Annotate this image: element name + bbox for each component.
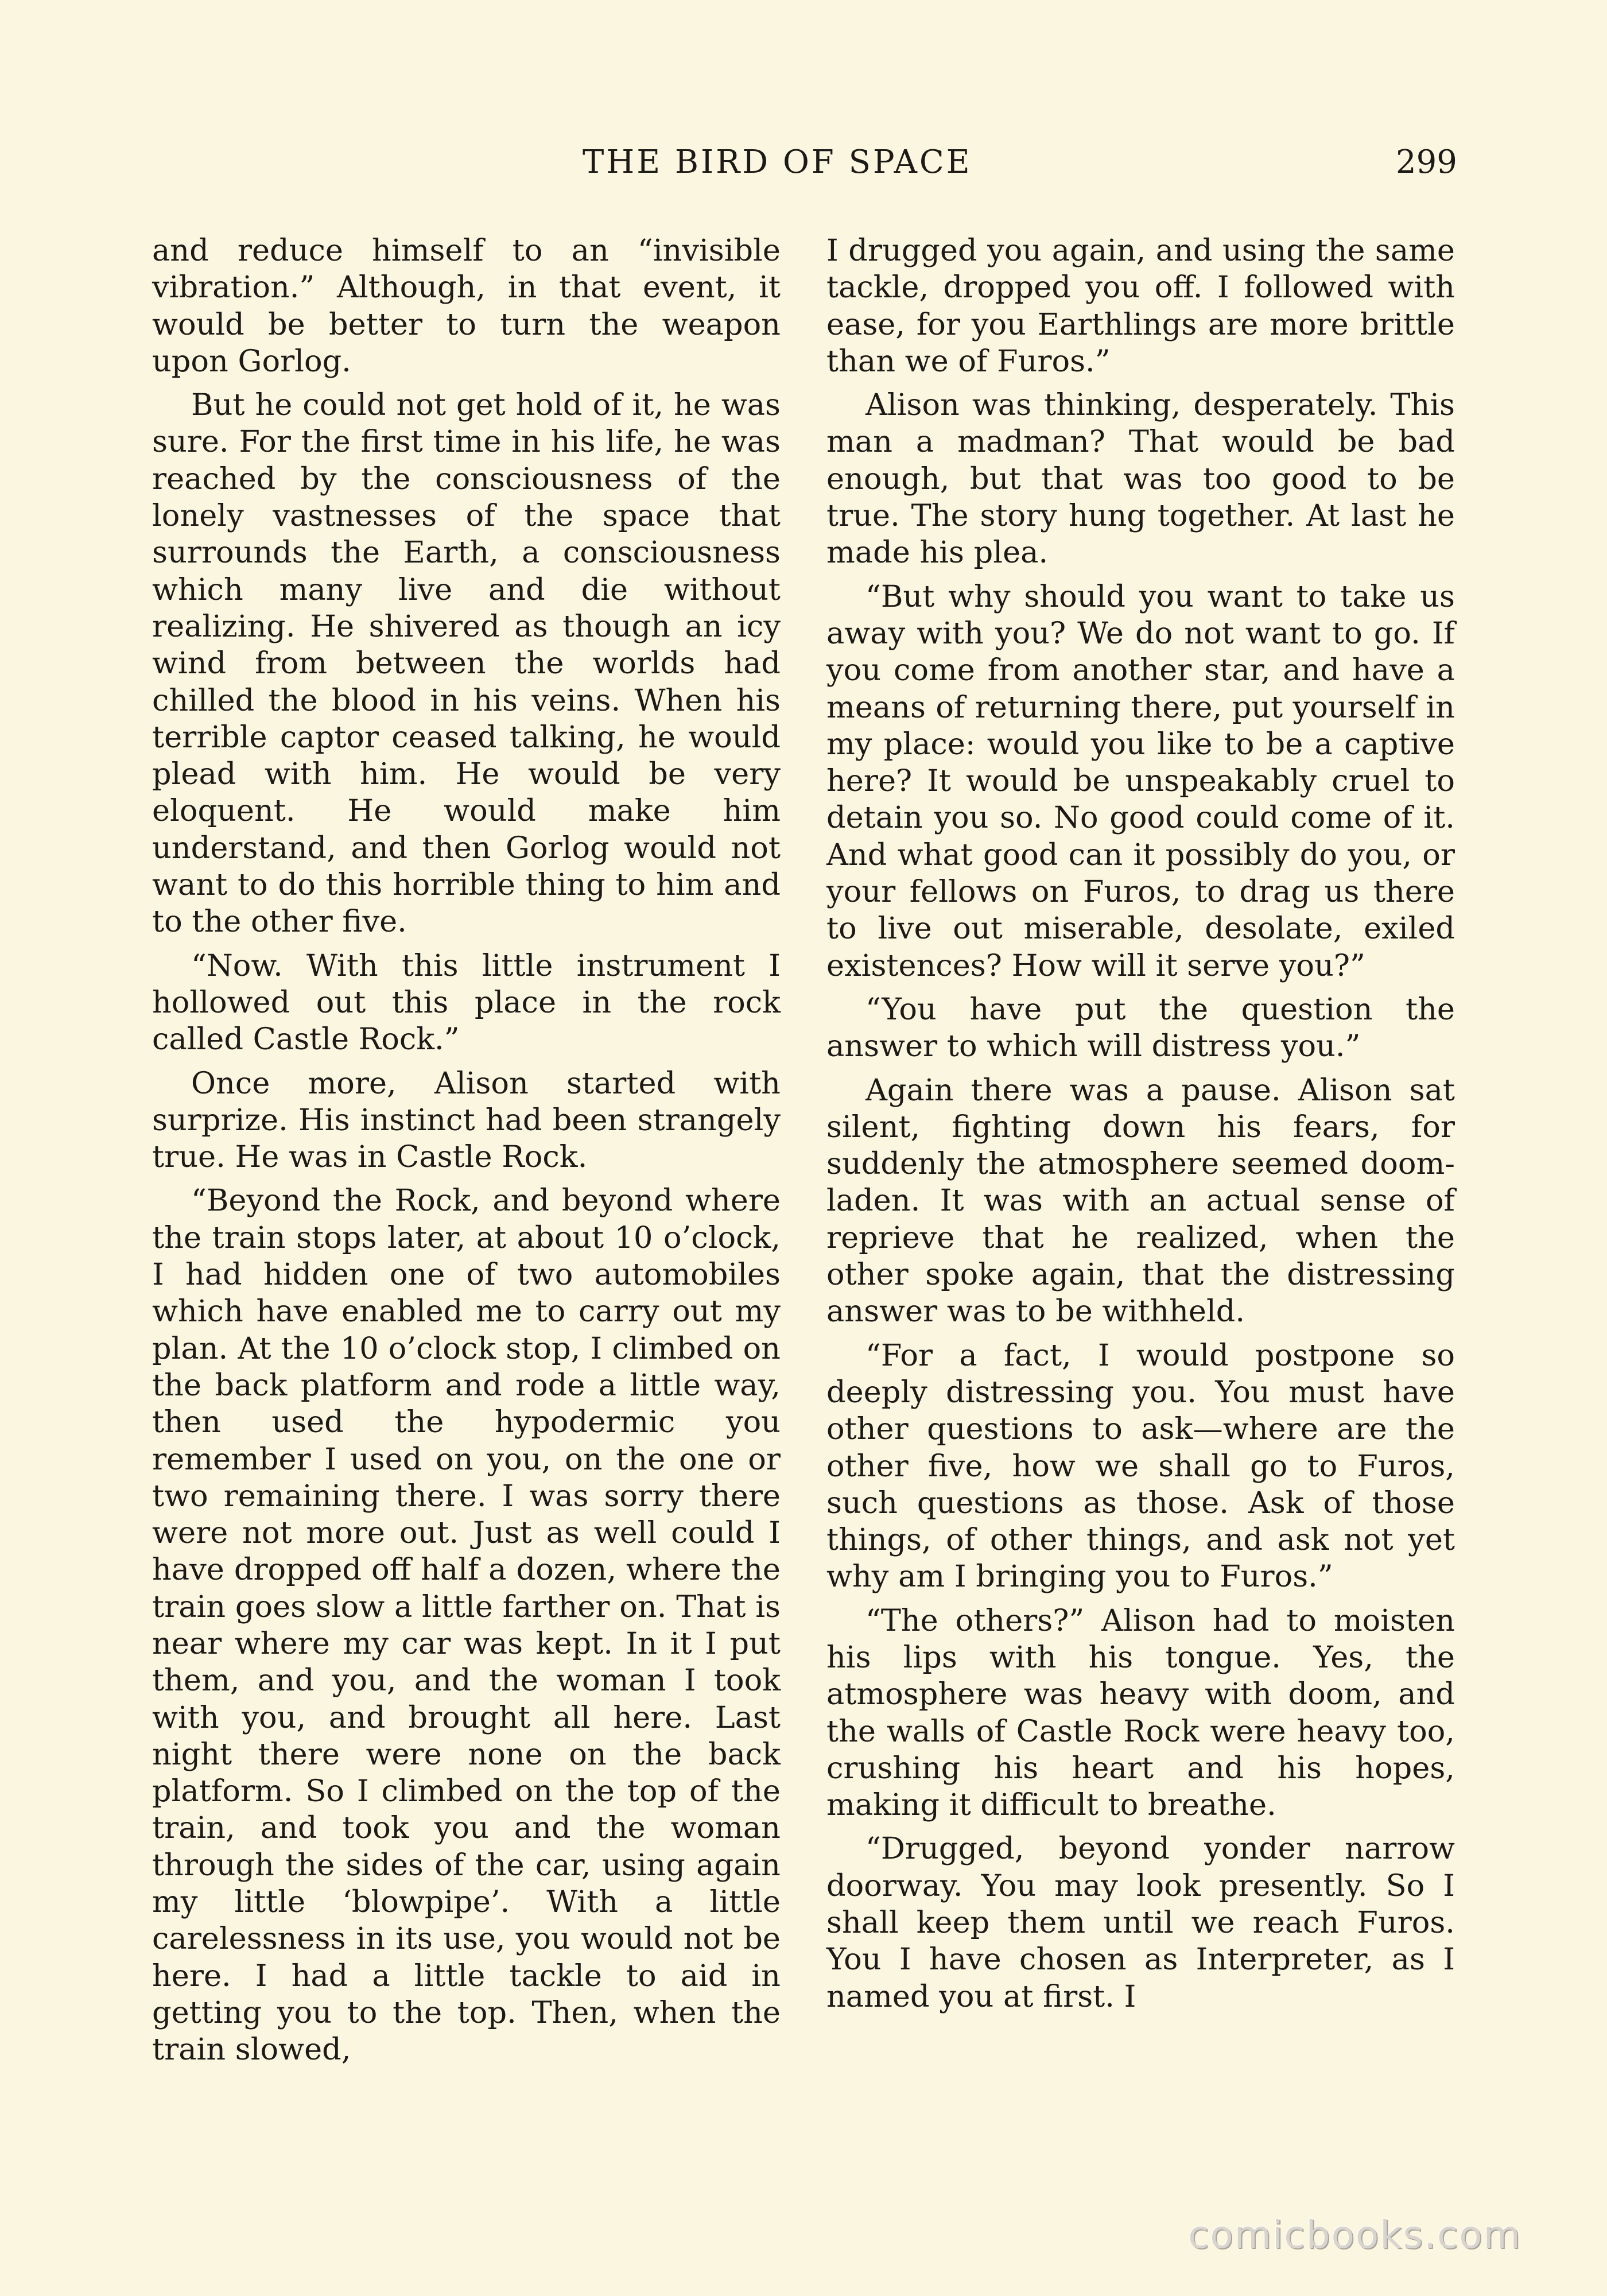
paragraph: “The others?” Alison had to moisten his lips with his tongue. Yes, the atmosphere was heavy with doom, and the walls of Castle Rock were heavy too, crushing his heart and his hopes, making it difficult to breathe. [826, 1603, 1455, 1823]
paragraph: “Now. With this little instrument I hollowed out this place in the rock called Castle Rock.” [152, 948, 781, 1057]
paragraph: “You have put the question the answer to which will distress you.” [826, 991, 1455, 1064]
paragraph: I drugged you again, and using the same tackle, dropped you off. I followed with ease, for you Earthlings are more brittle than we of Furos.” [826, 233, 1455, 379]
paragraph: “Drugged, beyond yonder narrow doorway. You may look presently. So I shall keep them until we reach Furos. You I have chosen as Interpreter, as I named you at first. I [826, 1831, 1455, 2014]
page-number: 299 [1396, 144, 1457, 181]
paragraph: “For a fact, I would postpone so deeply distressing you. You must have other questions to ask—where are the other five, how we shall go to Furos, such questions as those. Ask of those things, of other things, and ask not yet why am I bringing you to Furos.” [826, 1337, 1455, 1595]
paragraph: But he could not get hold of it, he was sure. For the first time in his life, he was reached by the consciousness of the lonely vastnesses of the space that surrounds the Earth, a consciousness which many live and die without realizing. He shivered as though an icy wind from between the worlds had chilled the blood in his veins. When his terrible captor ceased talking, he would plead with him. He would be very eloquent. He would make him understand, and then Gorlog would not want to do this horrible thing to him and to the other five. [152, 387, 781, 940]
left-column [152, 232, 781, 2076]
paragraph: “But why should you want to take us away with you? We do not want to go. If you come from another star, and have a means of returning there, put yourself in my place: would you like to be a captive here? It would be unspeakably cruel to detain you so. No good could come of it. And what good can it possibly do you, or your fellows on Furos, to drag us there to live out miserable, desolate, exiled existences? How will it serve you?” [826, 579, 1455, 983]
paragraph: Once more, Alison started with surprize. His instinct had been strangely true. He was in Castle Rock. [152, 1065, 781, 1175]
site-watermark: comicbooks.com [1188, 2213, 1521, 2257]
running-title: THE BIRD OF SPACE [583, 144, 972, 181]
paragraph: “Beyond the Rock, and beyond where the train stops later, at about 10 o’clock, I had hidden one of two automobiles which have enabled me to carry out my plan. At the 10 o’clock stop, I climbed on the back platform and rode a little way, then used the hypodermic you remember I used on you, on the one or two remaining there. I was sorry there were not more out. Just as well could I have dropped off half a dozen, where the train goes slow a little farther on. That is near where my car was kept. In it I put them, and you, and the woman I took with you, and brought all here. Last night there were none on the back platform. So I climbed on the top of the train, and took you and the woman through the sides of the car, using again my little ‘blowpipe’. With a little carelessness in its use, you would not be here. I had a little tackle to aid in getting you to the top. Then, when the train slowed, [152, 1183, 781, 2068]
paragraph: Alison was thinking, desperately. This man a madman? That would be bad enough, but that was too good to be true. The story hung together. At last he made his plea. [826, 387, 1455, 571]
paragraph: Again there was a pause. Alison sat silent, fighting down his fears, for suddenly the atmosphere seemed doom-laden. It was with an actual sense of reprieve that he realized, when the other spoke again, that the distressing answer was to be withheld. [826, 1072, 1455, 1329]
right-column [826, 232, 1455, 2022]
paragraph: and reduce himself to an “invisible vibration.” Although, in that event, it would be better to turn the weapon upon Gorlog. [152, 233, 781, 379]
page-header [0, 144, 1607, 189]
